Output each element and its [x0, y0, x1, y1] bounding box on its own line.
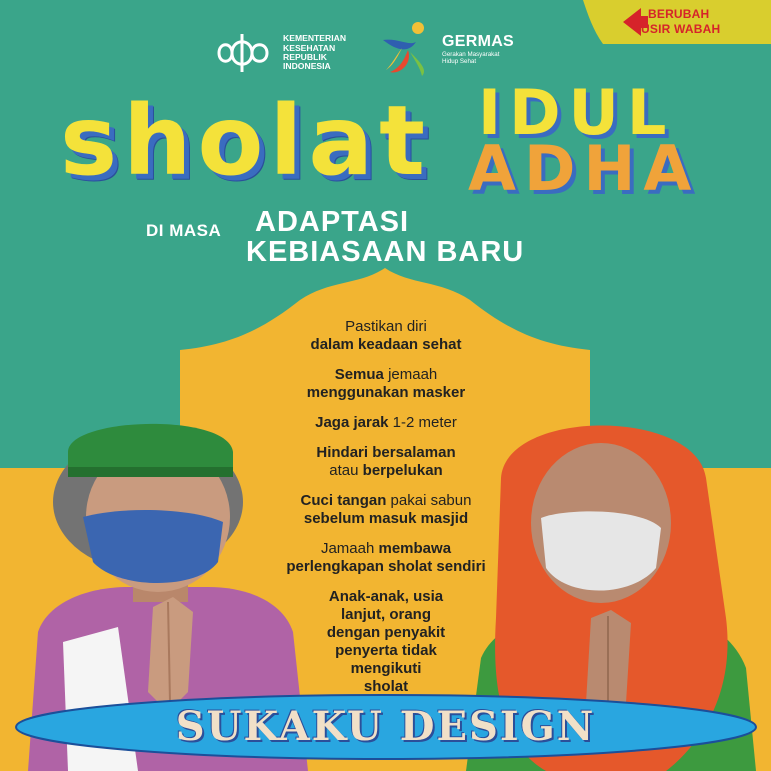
rule-text: atau	[329, 462, 363, 479]
rule-item	[240, 588, 532, 696]
rule-text: berpelukan	[362, 462, 443, 479]
rule-item	[240, 414, 532, 432]
rule-item	[240, 540, 532, 576]
subtitle-line1: ADAPTASI	[255, 206, 410, 238]
rule-text: dengan penyakit	[326, 624, 446, 641]
slogan-line2: USIR WABAH	[641, 22, 721, 36]
rule-text: Cuci tangan	[300, 492, 387, 509]
title-adha: ADHA	[468, 132, 700, 205]
rule-text: pakai sabun	[386, 492, 472, 509]
kemenkes-line: REPUBLIK	[283, 52, 327, 62]
slogan-line1: BERUBAH	[648, 7, 710, 21]
kemenkes-text	[283, 34, 346, 72]
kemenkes-line: INDONESIA	[283, 61, 331, 72]
rule-text: penyerta tidak	[335, 642, 437, 659]
germas-sub-line: Gerakan Masyarakat	[442, 51, 500, 58]
rule-text: Pastikan diri	[345, 318, 427, 335]
rule-text: sholat	[363, 678, 409, 695]
rule-text: mengikuti	[350, 660, 422, 677]
rule-item	[240, 366, 532, 402]
rule-text: lanjut, orang	[341, 606, 431, 623]
rule-text: dalam keadaan sehat	[310, 336, 462, 353]
rule-text: Anak-anak, usia	[328, 588, 444, 605]
rule-item	[240, 492, 532, 528]
rule-text: jemaah	[383, 366, 438, 383]
title-sholat: sholat	[60, 85, 432, 197]
subtitle-line2: KEBIASAAN BARU	[246, 236, 525, 268]
germas-logo	[378, 20, 514, 78]
rule-text: sebelum masuk masjid	[303, 510, 469, 527]
rule-text: membawa	[378, 540, 452, 557]
kemenkes-logo	[207, 30, 346, 76]
rule-text: Hindari bersalaman	[316, 444, 456, 461]
rule-item	[240, 444, 532, 480]
germas-text	[442, 33, 514, 65]
germas-name: GERMAS	[442, 33, 515, 50]
germas-sub-line: Hidup Sehat	[442, 58, 477, 65]
rule-text: perlengkapan sholat sendiri	[286, 558, 486, 575]
watermark-text: SUKAKU DESIGN	[175, 703, 596, 750]
rules-list	[240, 318, 532, 708]
berubah-badge	[583, 0, 771, 44]
rule-item	[240, 318, 532, 354]
subtitle-prefix: DI MASA	[146, 221, 222, 240]
kemenkes-line: KEMENTERIAN	[283, 33, 347, 44]
rule-text: menggunakan masker	[306, 384, 466, 401]
rule-text: Jamaah	[320, 540, 379, 557]
rule-text: Semua	[334, 366, 384, 383]
title-idul: IDUL	[478, 76, 675, 149]
rule-text: Jaga jarak	[315, 414, 389, 431]
germas-logo-icon	[378, 20, 438, 78]
kemenkes-line: KESEHATAN	[283, 42, 336, 53]
rule-text: 1-2 meter	[388, 414, 457, 431]
kemenkes-logo-icon	[207, 30, 277, 76]
